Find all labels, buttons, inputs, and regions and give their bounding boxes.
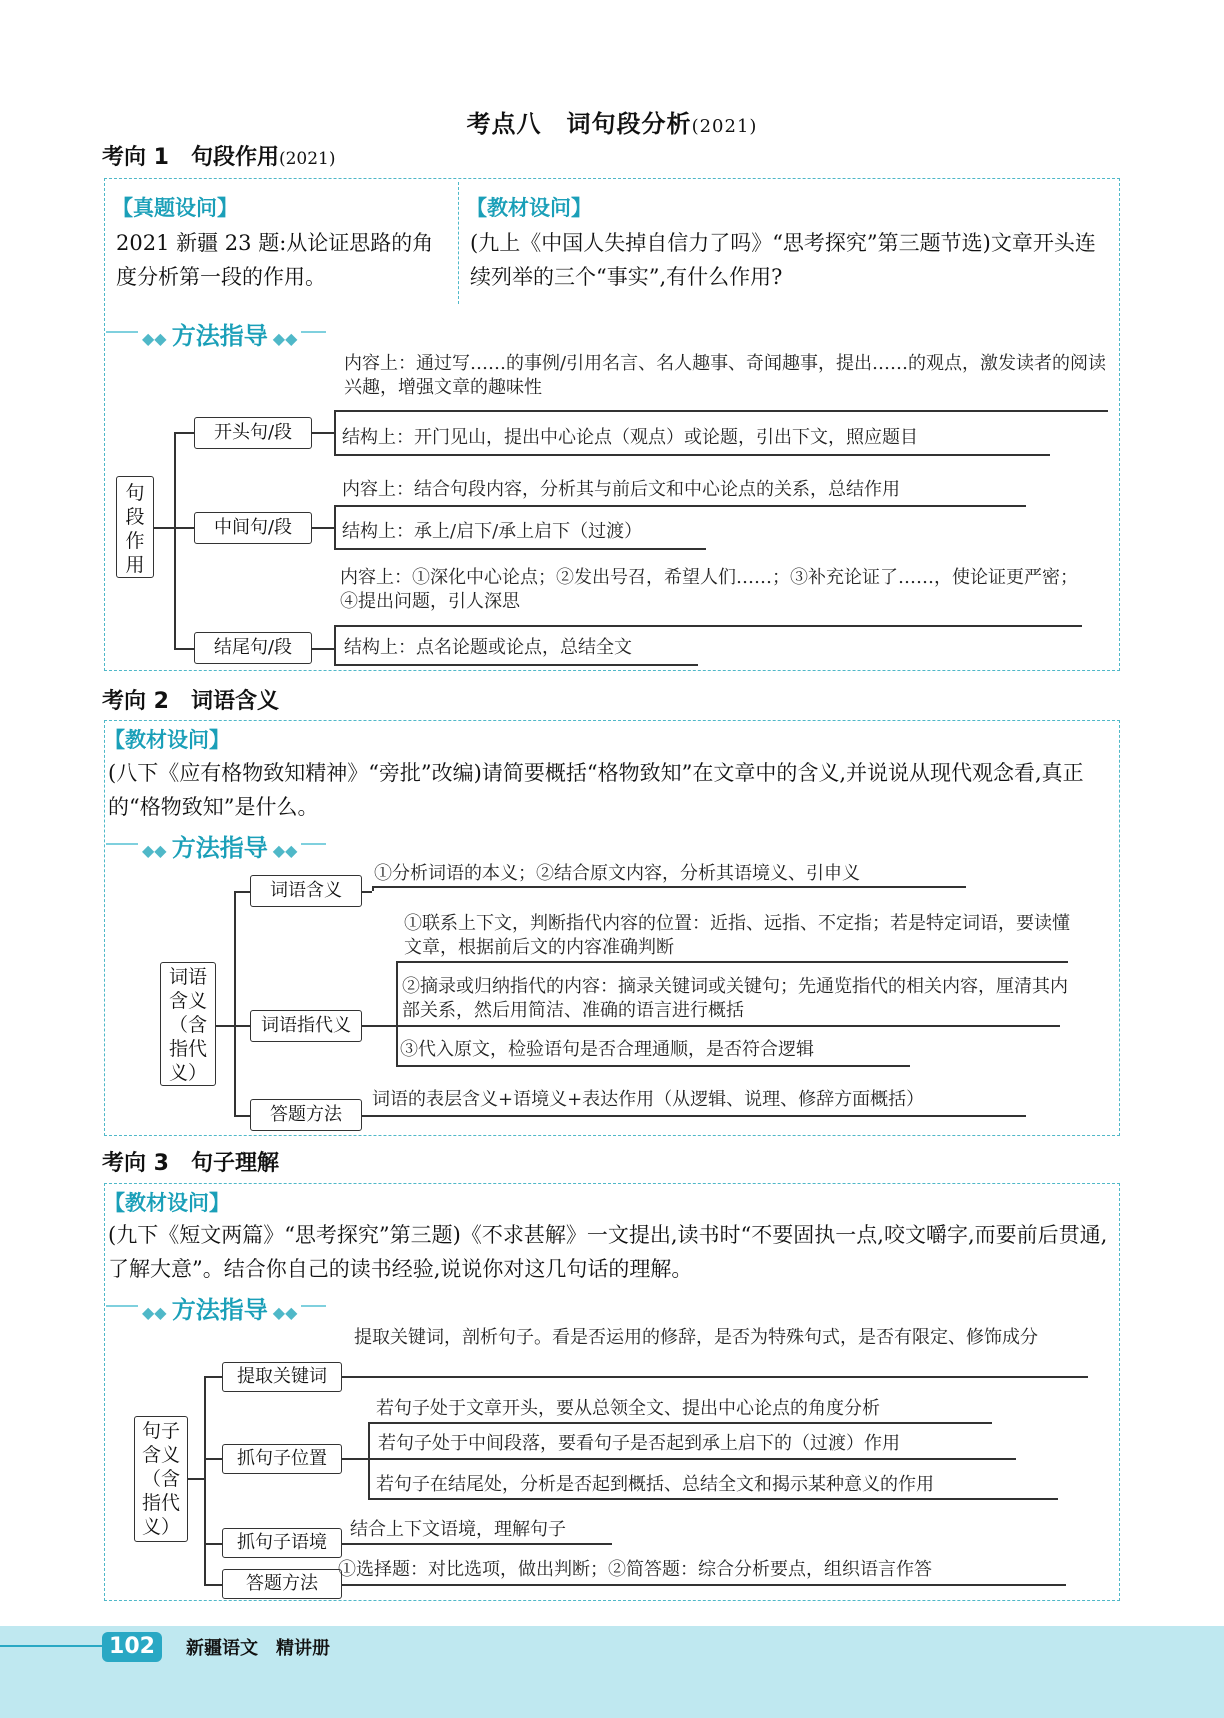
method-guide-1: ◆◆ 方法指导 ◆◆ — [138, 316, 301, 351]
zhongjian-content: 内容上：结合句段内容，分析其与前后文和中心论点的关系，总结作用 — [342, 479, 900, 500]
branch-jiewei: 结尾句/段 — [194, 632, 312, 664]
dati-item-2: ①选择题：对比选项，做出判断；②简答题：综合分析要点，组织语言作答 — [338, 1559, 932, 1580]
jiewei-content: 内容上：①深化中心论点；②发出号召，希望人们……；③补充论证了……，使论证更严密；④提出问题，引人深思 — [340, 567, 1078, 612]
page-number: 102 — [102, 1632, 162, 1662]
jiaocai-question-3: (九下《短文两篇》“思考探究”第三题)《不求甚解》一文提出,读书时“不要固执一点,咬文嚼字,而要前后贯通,了解大意”。结合你自己的读书经验,说说你对这几句话的理解。 — [108, 1223, 1108, 1281]
diamond-icon: ◆◆ — [142, 329, 167, 348]
section-2-heading: 考向 2 词语含义 — [102, 689, 279, 714]
tiqu-item: 提取关键词，剖析句子。看是否运用的修辞，是否为特殊句式，是否有限定、修饰成分 — [354, 1327, 1038, 1348]
branch-dati-2: 答题方法 — [222, 1569, 342, 1599]
dati-item-1: 词语的表层含义+语境义+表达作用（从逻辑、说理、修辞方面概括） — [372, 1089, 925, 1110]
jiaocai-tag-3: 【教材设问】 — [104, 1191, 230, 1215]
weizhi-item-2: 若句子处于中间段落，要看句子是否起到承上启下的（过渡）作用 — [378, 1433, 900, 1454]
branch-ciyu-hanyi: 词语含义 — [250, 875, 362, 907]
section-1-heading: 考向 1 句段作用(2021) — [102, 145, 336, 170]
jiewei-structure: 结构上：点名论题或论点，总结全文 — [344, 637, 632, 658]
section-3-heading: 考向 3 句子理解 — [102, 1151, 279, 1176]
method-guide-3: ◆◆ 方法指导 ◆◆ — [138, 1290, 301, 1325]
branch-yujing: 抓句子语境 — [222, 1528, 342, 1558]
zhenti-question: 2021 新疆 23 题:从论证思路的角度分析第一段的作用。 — [116, 231, 434, 289]
book-name: 新疆语文 精讲册 — [186, 1638, 330, 1659]
yujing-item: 结合上下文语境，理解句子 — [350, 1519, 566, 1540]
diamond-icon: ◆◆ — [272, 841, 298, 860]
diamond-icon: ◆◆ — [272, 329, 298, 348]
zhidai-item-2: ②摘录或归纳指代的内容：摘录关键词或关键句；先通览指代的相关内容，厘清其内部关系，然后用简洁、准确的语言进行概括 — [402, 976, 1068, 1021]
branch-kaitou: 开头句/段 — [194, 417, 312, 449]
branch-ciyu-zhidai: 词语指代义 — [250, 1010, 362, 1042]
diamond-icon: ◆◆ — [142, 841, 167, 860]
branch-tiqu: 提取关键词 — [222, 1362, 342, 1392]
diamond-icon: ◆◆ — [142, 1303, 167, 1322]
kaitou-content: 内容上：通过写……的事例/引用名言、名人趣事、奇闻趣事，提出……的观点，激发读者的阅读兴趣，增强文章的趣味性 — [344, 353, 1107, 398]
branch-zhongjian: 中间句/段 — [194, 512, 312, 544]
zhidai-item-1: ①联系上下文，判断指代内容的位置：近指、远指、不定指；若是特定词语，要读懂文章，根据前后文的内容准确判断 — [404, 913, 1070, 958]
root-node-juduan: 句段作用 — [116, 476, 154, 578]
method-guide-2: ◆◆ 方法指导 ◆◆ — [138, 828, 301, 863]
hanyi-item: ①分析词语的本义；②结合原文内容，分析其语境义、引申义 — [374, 863, 860, 884]
kaitou-structure: 结构上：开门见山，提出中心论点（观点）或论题，引出下文，照应题目 — [342, 427, 918, 448]
branch-dati-1: 答题方法 — [250, 1099, 362, 1131]
jiaocai-question-2: (八下《应有格物致知精神》“旁批”改编)请简要概括“格物致知”在文章中的含义,并说说从现代观念看,真正的“格物致知”是什么。 — [108, 761, 1084, 819]
root-node-ciyu: 词语含义（含指代义） — [160, 962, 216, 1086]
footer-band — [0, 1626, 1224, 1718]
zhongjian-structure: 结构上：承上/启下/承上启下（过渡） — [342, 521, 643, 542]
root-node-juzi: 句子含义（含指代义） — [134, 1416, 188, 1542]
page-title: 考点八 词句段分析(2021) — [466, 110, 758, 138]
jiaocai-tag: 【教材设问】 — [466, 196, 592, 220]
jiaocai-tag-2: 【教材设问】 — [104, 728, 230, 752]
weizhi-item-3: 若句子在结尾处，分析是否起到概括、总结全文和揭示某种意义的作用 — [376, 1474, 934, 1495]
column-divider — [458, 182, 459, 304]
jiaocai-question: (九上《中国人失掉自信力了吗》“思考探究”第三题节选)文章开头连续列举的三个“事实”,有什么作用? — [470, 231, 1096, 289]
zhidai-item-3: ③代入原文，检验语句是否合理通顺，是否符合逻辑 — [400, 1039, 814, 1060]
diamond-icon: ◆◆ — [272, 1303, 298, 1322]
weizhi-item-1: 若句子处于文章开头，要从总领全文、提出中心论点的角度分析 — [376, 1398, 880, 1419]
branch-weizhi: 抓句子位置 — [222, 1444, 342, 1474]
zhenti-tag: 【真题设问】 — [112, 196, 238, 220]
